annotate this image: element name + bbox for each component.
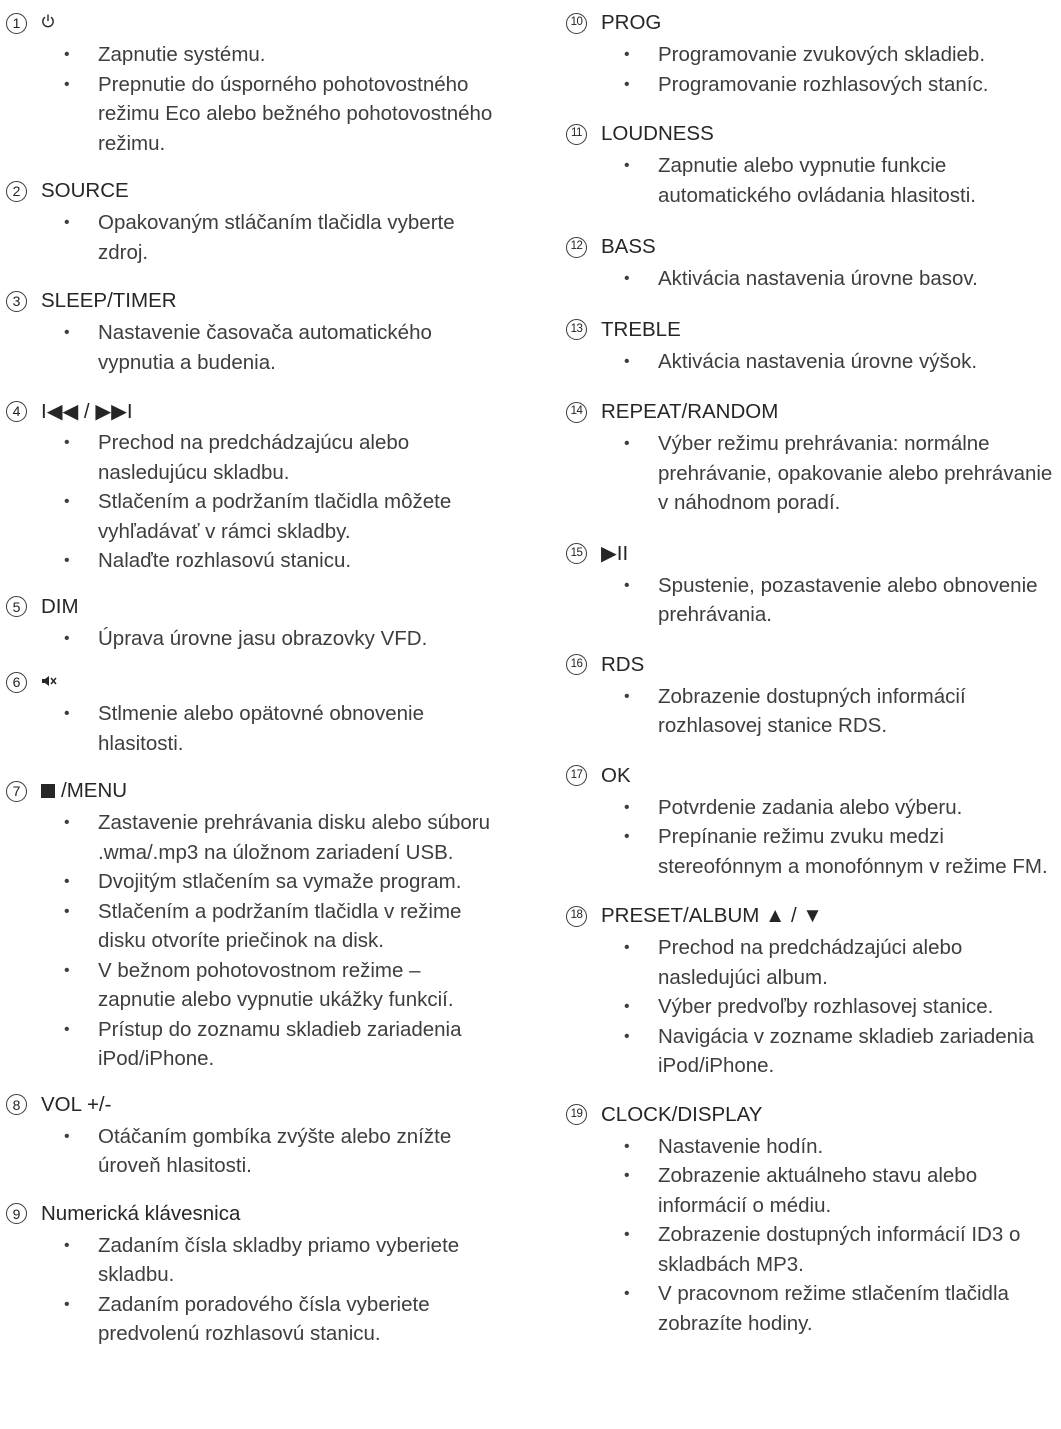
bullet-text: Zapnutie systému.: [98, 43, 266, 66]
bullet-list: [566, 347, 1061, 377]
control-title: ▶II: [601, 542, 629, 565]
bullet-list: [566, 429, 1061, 518]
control-heading: [566, 313, 1061, 347]
bullet-list: [566, 151, 1061, 210]
bullet-icon: •: [64, 1236, 70, 1254]
bullet-text: Stlačením a podržaním tlačidla v režime disku otvoríte priečinok na disk.: [98, 899, 462, 952]
bullet-item: [566, 1279, 1061, 1338]
control-heading: [566, 230, 1061, 264]
bullet-text: Zapnutie alebo vypnutie funkcie automatického ovládania hlasitosti.: [658, 154, 976, 207]
control-heading: [6, 665, 501, 699]
control-item: [566, 759, 1061, 882]
item-number: 9: [6, 1203, 27, 1224]
bullet-list: [566, 571, 1061, 630]
bullet-item: [6, 897, 501, 956]
item-number: 18: [566, 906, 587, 927]
bullet-item: [6, 487, 501, 546]
control-item: [6, 590, 501, 654]
bullet-list: [566, 1132, 1061, 1339]
bullet-list: [6, 208, 501, 267]
control-heading: [566, 537, 1061, 571]
bullet-list: [6, 428, 501, 576]
control-item: [6, 394, 501, 576]
bullet-icon: •: [64, 961, 70, 979]
control-item: [6, 774, 501, 1074]
stop-icon: [41, 784, 55, 798]
control-item: [6, 6, 501, 158]
bullet-item: [6, 40, 501, 70]
control-item: [566, 313, 1061, 377]
control-item: [566, 648, 1061, 741]
control-heading: [6, 1197, 501, 1231]
control-heading: [6, 1088, 501, 1122]
bullet-item: [6, 70, 501, 159]
bullet-icon: •: [624, 46, 630, 63]
bullet-text: Navigácia v zozname skladieb zariadenia iPod/iPhone.: [658, 1024, 1035, 1077]
bullet-item: [566, 151, 1061, 210]
control-title: PRESET/ALBUM ▲ / ▼: [601, 904, 823, 927]
control-item: [6, 1088, 501, 1181]
bullet-icon: •: [624, 576, 630, 594]
bullet-text: Aktivácia nastavenia úrovne basov.: [658, 267, 978, 290]
bullet-text: Programovanie zvukových skladieb.: [658, 43, 986, 66]
bullet-text: Prepínanie režimu zvuku medzi stereofónnym a monofónnym v režime FM.: [658, 825, 1048, 878]
bullet-text: Nastavenie hodín.: [658, 1134, 824, 1158]
control-heading: [566, 899, 1061, 933]
bullet-icon: •: [624, 687, 630, 705]
bullet-icon: •: [64, 552, 70, 569]
control-title: TREBLE: [601, 317, 681, 341]
bullet-text: Aktivácia nastavenia úrovne výšok.: [658, 349, 978, 373]
bullet-item: [566, 571, 1061, 630]
control-title: Numerická klávesnica: [41, 1201, 241, 1225]
control-title: BASS: [601, 235, 656, 258]
bullet-item: [566, 1022, 1061, 1081]
bullet-icon: •: [624, 270, 630, 287]
bullet-text: Nastavenie časovača automatického vypnutia a budenia.: [98, 321, 432, 374]
bullet-item: [6, 1122, 501, 1181]
right-column: [566, 6, 1061, 1338]
control-title: I◀◀ / ▶▶I: [41, 399, 133, 423]
bullet-text: V pracovnom režime stlačením tlačidla zobrazíte hodiny.: [658, 1282, 1009, 1335]
bullet-text: Nalaďte rozhlasovú stanicu.: [98, 549, 352, 572]
bullet-text: Stlmenie alebo opätovné obnovenie hlasitosti.: [98, 702, 424, 755]
bullet-icon: •: [64, 629, 70, 647]
bullet-item: [566, 264, 1061, 294]
control-heading: [566, 6, 1061, 40]
bullet-text: Prepnutie do úsporného pohotovostného režimu Eco alebo bežného pohotovostného režimu.: [98, 72, 493, 155]
bullet-text: Spustenie, pozastavenie alebo obnovenie prehrávania.: [658, 573, 1038, 626]
bullet-text: Potvrdenie zadania alebo výberu.: [658, 795, 963, 819]
bullet-item: [6, 1015, 501, 1074]
bullet-item: [566, 822, 1061, 881]
bullet-icon: •: [624, 352, 630, 370]
control-item: [6, 1197, 501, 1349]
bullet-text: Zobrazenie dostupných informácií ID3 o skladbách MP3.: [658, 1223, 1021, 1276]
control-title: RDS: [601, 652, 645, 676]
bullet-text: Zadaním čísla skladby priamo vyberiete skladbu.: [98, 1233, 460, 1286]
bullet-text: Otáčaním gombíka zvýšte alebo znížte úroveň hlasitosti.: [98, 1124, 452, 1177]
bullet-icon: •: [64, 814, 70, 831]
control-item: [566, 899, 1061, 1081]
bullet-item: [6, 1290, 501, 1349]
bullet-list: [6, 624, 501, 654]
control-heading: [566, 117, 1061, 151]
item-number: 13: [566, 319, 587, 340]
bullet-text: Prístup do zoznamu skladieb zariadenia iPod/iPhone.: [98, 1017, 462, 1070]
control-heading: [566, 1098, 1061, 1132]
item-number: 1: [6, 13, 27, 34]
bullet-icon: •: [64, 705, 70, 722]
bullet-icon: •: [64, 1295, 70, 1313]
bullet-text: Prechod na predchádzajúci alebo nasledujúci album.: [658, 936, 963, 989]
bullet-item: [566, 992, 1061, 1022]
item-number: 2: [6, 181, 27, 202]
item-number: 10: [566, 13, 587, 34]
bullet-text: Zastavenie prehrávania disku alebo súboru .wma/.mp3 na úložnom zariadení USB.: [98, 811, 491, 864]
item-number: 8: [6, 1094, 27, 1115]
bullet-list: [6, 318, 501, 377]
bullet-list: [566, 933, 1061, 1081]
bullet-icon: •: [624, 939, 630, 956]
bullet-item: [566, 1220, 1061, 1279]
bullet-icon: •: [624, 1137, 630, 1155]
bullet-item: [6, 546, 501, 576]
bullet-text: V bežnom pohotovostnom režime – zapnutie alebo vypnutie ukážky funkcií.: [98, 958, 454, 1011]
control-item: [566, 537, 1061, 630]
control-heading: [6, 590, 501, 624]
bullet-item: [6, 428, 501, 487]
bullet-item: [566, 347, 1061, 377]
bullet-text: Výber režimu prehrávania: normálne prehrávanie, opakovanie alebo prehrávanie v náhodnom poradí.: [658, 432, 1053, 514]
item-number: 19: [566, 1104, 587, 1125]
bullet-item: [6, 624, 501, 654]
bullet-text: Zadaním poradového čísla vyberiete predvolenú rozhlasovú stanicu.: [98, 1292, 430, 1345]
bullet-icon: •: [624, 798, 630, 816]
bullet-icon: •: [624, 1226, 630, 1243]
control-item: [566, 1098, 1061, 1339]
bullet-text: Zobrazenie aktuálneho stavu alebo informácií o médiu.: [658, 1164, 978, 1217]
bullet-icon: •: [64, 46, 70, 63]
bullet-list: [566, 40, 1061, 99]
item-number: 6: [6, 672, 27, 693]
bullet-text: Úprava úrovne jasu obrazovky VFD.: [98, 626, 428, 650]
control-item: [566, 6, 1061, 99]
bullet-text: Dvojitým stlačením sa vymaže program.: [98, 870, 462, 893]
bullet-icon: •: [624, 998, 630, 1015]
bullet-item: [566, 1132, 1061, 1162]
control-item: [566, 117, 1061, 210]
bullet-item: [6, 699, 501, 758]
bullet-item: [6, 208, 501, 267]
control-title: CLOCK/DISPLAY: [601, 1102, 763, 1126]
control-heading: [6, 284, 501, 318]
control-title: VOL +/-: [41, 1092, 112, 1116]
bullet-list: [6, 699, 501, 758]
bullet-item: [6, 318, 501, 377]
control-title: PROG: [601, 11, 662, 34]
bullet-icon: •: [624, 1027, 630, 1045]
item-number: 4: [6, 401, 27, 422]
bullet-icon: •: [624, 435, 630, 452]
item-number: 14: [566, 402, 587, 423]
control-heading: [566, 395, 1061, 429]
bullet-icon: •: [624, 828, 630, 845]
control-item: [6, 284, 501, 377]
bullet-text: Zobrazenie dostupných informácií rozhlasovej stanice RDS.: [658, 684, 966, 737]
item-number: 15: [566, 543, 587, 564]
bullet-list: [566, 793, 1061, 882]
control-title: LOUDNESS: [601, 122, 714, 145]
item-number: 7: [6, 781, 27, 802]
control-title: DIM: [41, 594, 79, 618]
item-number: 11: [566, 124, 587, 145]
control-item: [566, 230, 1061, 294]
item-number: 12: [566, 237, 587, 258]
control-heading: [6, 394, 501, 428]
bullet-icon: •: [64, 873, 70, 890]
bullet-item: [566, 70, 1061, 100]
control-title: SOURCE: [41, 179, 129, 202]
control-title: OK: [601, 763, 631, 787]
bullet-item: [6, 867, 501, 897]
control-heading: [566, 759, 1061, 793]
bullet-icon: •: [64, 324, 70, 341]
bullet-item: [566, 682, 1061, 741]
item-number: 5: [6, 596, 27, 617]
power-icon: [41, 13, 55, 33]
item-number: 3: [6, 291, 27, 312]
bullet-list: [6, 40, 501, 158]
bullet-text: Programovanie rozhlasových staníc.: [658, 72, 989, 96]
bullet-text: Opakovaným stláčaním tlačidla vyberte zdroj.: [98, 211, 455, 264]
bullet-item: [566, 429, 1061, 518]
control-item: [6, 665, 501, 758]
bullet-list: [566, 264, 1061, 294]
bullet-icon: •: [64, 1020, 70, 1038]
bullet-icon: •: [64, 493, 70, 510]
bullet-item: [566, 1161, 1061, 1220]
bullet-text: Prechod na predchádzajúcu alebo nasledujúcu skladbu.: [98, 431, 410, 484]
bullet-list: [6, 1122, 501, 1181]
bullet-item: [566, 933, 1061, 992]
control-title: SLEEP/TIMER: [41, 289, 177, 312]
control-title: REPEAT/RANDOM: [601, 400, 779, 423]
control-heading: [6, 174, 501, 208]
bullet-list: [6, 1231, 501, 1349]
bullet-item: [566, 40, 1061, 70]
left-column: [6, 6, 501, 1349]
bullet-icon: •: [64, 1127, 70, 1145]
bullet-icon: •: [64, 902, 70, 920]
bullet-list: [566, 682, 1061, 741]
bullet-item: [6, 1231, 501, 1290]
bullet-icon: •: [624, 75, 630, 93]
bullet-text: Stlačením a podržaním tlačidla môžete vyhľadávať v rámci skladby.: [98, 490, 452, 543]
bullet-icon: •: [64, 434, 70, 451]
bullet-item: [6, 956, 501, 1015]
control-heading: [6, 774, 501, 808]
control-heading: [6, 6, 501, 40]
item-number: 17: [566, 765, 587, 786]
bullet-item: [566, 793, 1061, 823]
control-item: [566, 395, 1061, 518]
control-heading: [566, 648, 1061, 682]
bullet-icon: •: [624, 1285, 630, 1302]
bullet-icon: •: [64, 75, 70, 93]
bullet-text: Výber predvoľby rozhlasovej stanice.: [658, 995, 994, 1018]
control-title: /MENU: [61, 779, 128, 802]
bullet-list: [6, 808, 501, 1074]
item-number: 16: [566, 654, 587, 675]
bullet-icon: •: [624, 1167, 630, 1184]
bullet-icon: •: [64, 214, 70, 231]
bullet-icon: •: [624, 157, 630, 174]
bullet-item: [6, 808, 501, 867]
control-item: [6, 174, 501, 267]
mute-icon: [41, 674, 57, 691]
